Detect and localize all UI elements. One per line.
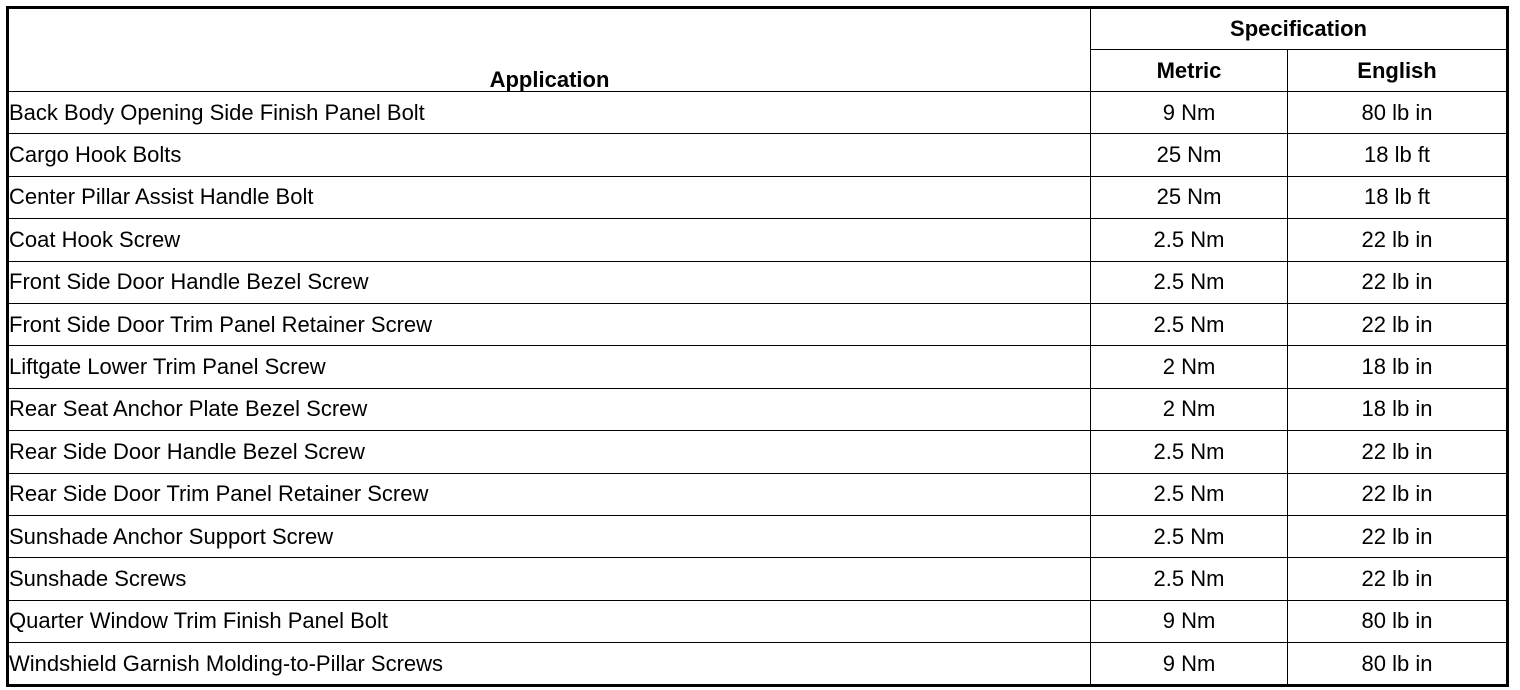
metric-cell: 2 Nm <box>1091 346 1288 388</box>
table-row <box>8 643 1508 686</box>
metric-cell: 2.5 Nm <box>1091 303 1288 345</box>
application-cell: Rear Side Door Trim Panel Retainer Screw <box>8 473 1091 515</box>
application-cell: Front Side Door Handle Bezel Screw <box>8 261 1091 303</box>
english-cell: 22 lb in <box>1288 558 1508 600</box>
english-cell: 22 lb in <box>1288 261 1508 303</box>
application-cell: Front Side Door Trim Panel Retainer Screw <box>8 303 1091 345</box>
english-cell: 18 lb ft <box>1288 176 1508 218</box>
metric-cell: 25 Nm <box>1091 134 1288 176</box>
english-cell: 18 lb in <box>1288 346 1508 388</box>
metric-cell: 9 Nm <box>1091 600 1288 642</box>
application-cell: Coat Hook Screw <box>8 219 1091 261</box>
table-row <box>8 600 1508 642</box>
torque-spec-table <box>6 6 1509 687</box>
english-cell: 22 lb in <box>1288 473 1508 515</box>
metric-cell: 9 Nm <box>1091 92 1288 134</box>
application-cell: Sunshade Screws <box>8 558 1091 600</box>
english-cell: 22 lb in <box>1288 515 1508 557</box>
english-cell: 22 lb in <box>1288 431 1508 473</box>
english-cell: 80 lb in <box>1288 600 1508 642</box>
metric-cell: 2.5 Nm <box>1091 261 1288 303</box>
table-row <box>8 303 1508 345</box>
application-cell: Sunshade Anchor Support Screw <box>8 515 1091 557</box>
header-row-top <box>8 8 1508 50</box>
metric-cell: 25 Nm <box>1091 176 1288 218</box>
english-cell: 18 lb ft <box>1288 134 1508 176</box>
application-cell: Cargo Hook Bolts <box>8 134 1091 176</box>
application-cell: Rear Side Door Handle Bezel Screw <box>8 431 1091 473</box>
metric-cell: 2.5 Nm <box>1091 219 1288 261</box>
table-row <box>8 176 1508 218</box>
table-header <box>8 8 1508 92</box>
application-cell: Windshield Garnish Molding-to-Pillar Screws <box>8 643 1091 686</box>
table-row <box>8 431 1508 473</box>
table-row <box>8 558 1508 600</box>
metric-cell: 2.5 Nm <box>1091 431 1288 473</box>
english-cell: 22 lb in <box>1288 219 1508 261</box>
application-cell: Rear Seat Anchor Plate Bezel Screw <box>8 388 1091 430</box>
metric-cell: 2 Nm <box>1091 388 1288 430</box>
metric-cell: 2.5 Nm <box>1091 473 1288 515</box>
table-row <box>8 134 1508 176</box>
application-cell: Liftgate Lower Trim Panel Screw <box>8 346 1091 388</box>
application-column-header: Application <box>8 8 1091 92</box>
application-cell: Quarter Window Trim Finish Panel Bolt <box>8 600 1091 642</box>
english-cell: 18 lb in <box>1288 388 1508 430</box>
metric-column-header: Metric <box>1091 50 1288 92</box>
metric-cell: 2.5 Nm <box>1091 558 1288 600</box>
application-cell: Center Pillar Assist Handle Bolt <box>8 176 1091 218</box>
table-body <box>8 92 1508 686</box>
metric-cell: 2.5 Nm <box>1091 515 1288 557</box>
table-row <box>8 388 1508 430</box>
metric-cell: 9 Nm <box>1091 643 1288 686</box>
table-row <box>8 261 1508 303</box>
specification-column-header: Specification <box>1091 8 1508 50</box>
english-cell: 80 lb in <box>1288 92 1508 134</box>
table-row <box>8 515 1508 557</box>
application-cell: Back Body Opening Side Finish Panel Bolt <box>8 92 1091 134</box>
table-row <box>8 346 1508 388</box>
english-cell: 22 lb in <box>1288 303 1508 345</box>
english-column-header: English <box>1288 50 1508 92</box>
table-row <box>8 219 1508 261</box>
table-row <box>8 92 1508 134</box>
english-cell: 80 lb in <box>1288 643 1508 686</box>
table-row <box>8 473 1508 515</box>
torque-spec-table-container <box>6 6 1509 687</box>
